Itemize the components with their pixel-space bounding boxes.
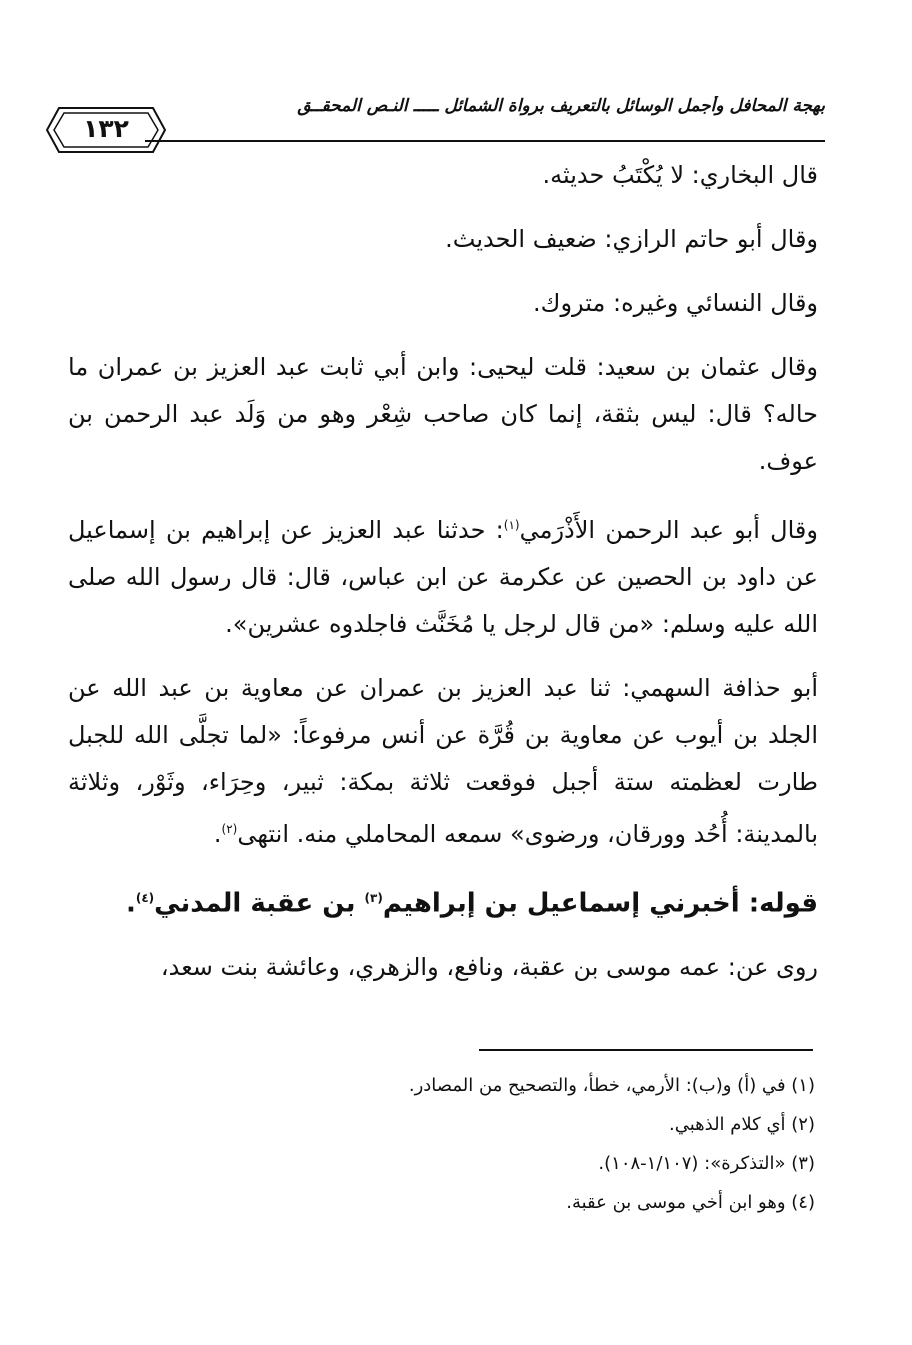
main-text bbox=[68, 152, 818, 1008]
footnote: (٢) أي كلام الذهبي. bbox=[668, 1114, 815, 1135]
header-rule bbox=[145, 140, 825, 142]
paragraph bbox=[68, 502, 818, 648]
footnote-marker: (٤) bbox=[135, 891, 155, 905]
page-number: ١٣٢ bbox=[83, 114, 129, 143]
paragraph-text: وقال أبو عبد الرحمن الأَذْرَمي bbox=[519, 516, 818, 544]
heading-text: . bbox=[125, 888, 136, 919]
footnote-separator bbox=[479, 1049, 813, 1051]
paragraph: وقال النسائي وغيره: متروك. bbox=[533, 289, 818, 317]
paragraph-text: . bbox=[213, 820, 222, 848]
paragraph: قال البخاري: لا يُكْتَبُ حديثه. bbox=[542, 161, 818, 189]
heading-text: قوله: أخبرني إسماعيل بن إبراهيم bbox=[382, 888, 818, 919]
section-heading bbox=[68, 875, 818, 928]
footnote-marker: (٢) bbox=[221, 822, 238, 836]
footnotes bbox=[300, 1066, 815, 1222]
heading-text: بن عقبة المدني bbox=[154, 888, 365, 919]
running-header: بهجة المحافل وأجمل الوسائل بالتعريف برواة الشمائل ـــــ النـص المحقــق bbox=[297, 96, 825, 116]
paragraph: روى عن: عمه موسى بن عقبة، ونافع، والزهري، وعائشة بنت سعد، bbox=[160, 952, 818, 981]
paragraph: وقال أبو حاتم الرازي: ضعيف الحديث. bbox=[445, 225, 818, 253]
footnote: (٤) وهو ابن أخي موسى بن عقبة. bbox=[566, 1192, 815, 1213]
paragraph-text: أبو حذافة السهمي: ثنا عبد العزيز بن عمران عن معاوية بن عبد الله عن الجلد بن أيوب عن معاوية بن قُرَّة عن أنس مرفوعاً: «لما تجلَّى الله للجبل طارت لعظمته ستة أجبل فوقعت ثلاثة بمكة: ثبير، وحِرَاء، وثَوْر، وثلاثة بالمدينة: أُحُد وورقان، ورضوى» سمعه المحاملي منه. انتهى bbox=[68, 674, 818, 848]
paragraph: وقال عثمان بن سعيد: قلت ليحيى: وابن أبي ثابت عبد العزيز بن عمران ما حاله؟ قال: ليس بثقة، إنما كان صاحب شِعْر وهو من وَلَد عبد الرحمن بن عوف. bbox=[68, 353, 818, 475]
footnote: (٣) «التذكرة»: (١/١٠٧-١٠٨). bbox=[598, 1153, 815, 1174]
page-number-badge bbox=[45, 104, 167, 156]
paragraph-text: : حدثنا عبد العزيز عن إبراهيم بن إسماعيل عن داود بن الحصين عن عكرمة عن ابن عباس، قال: قال رسول الله صلى الله عليه وسلم: «من قال لرجل يا مُخَنَّث فاجلدوه عشرين». bbox=[68, 516, 818, 638]
footnote: (١) في (أ) و(ب): الأرمي، خطأ، والتصحيح من المصادر. bbox=[408, 1075, 815, 1096]
paragraph bbox=[68, 665, 818, 858]
footnote-marker: (٣) bbox=[364, 891, 383, 905]
footnote-marker: (١) bbox=[503, 518, 520, 532]
